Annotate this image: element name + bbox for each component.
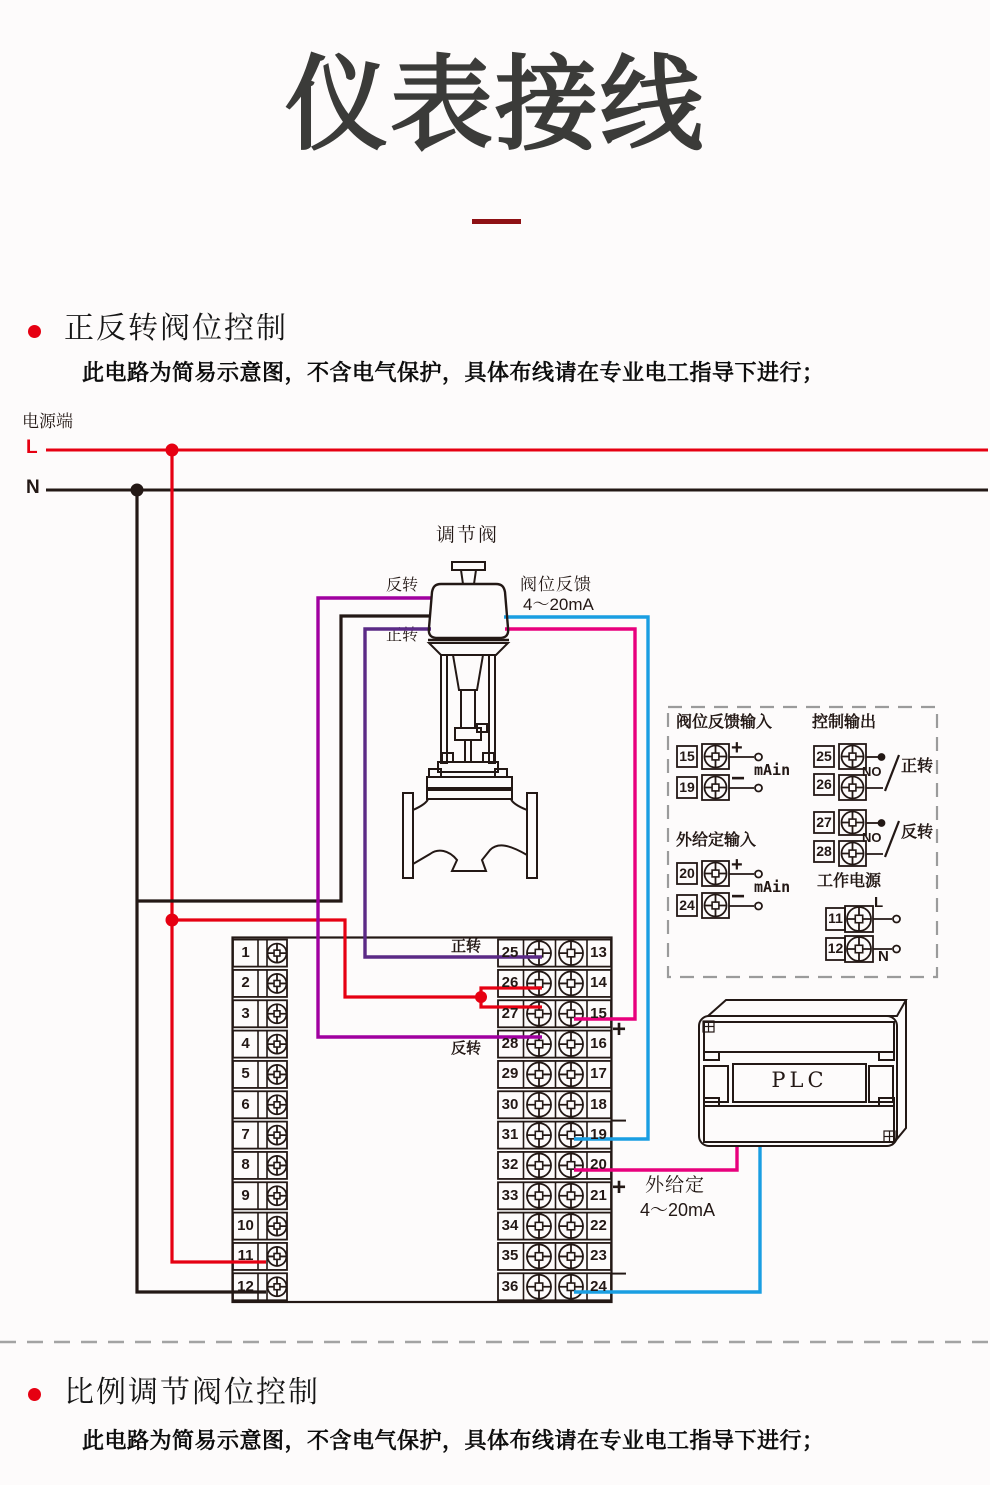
terminal-number: 18 <box>590 1095 607 1113</box>
feedback-label-line2: 4～20mA <box>523 595 594 614</box>
legend-supply-title: 工作电源 <box>817 873 882 890</box>
terminal-number: 3 <box>241 1004 250 1022</box>
terminal-number: 22 <box>590 1217 607 1235</box>
terminal-number: 10 <box>237 1217 254 1235</box>
legend-feedback-minus: − <box>731 765 746 792</box>
neutral-line-label: N <box>26 477 40 498</box>
terminal-number: 35 <box>501 1247 519 1265</box>
legend-no-label-1: NO <box>862 764 882 779</box>
plus-sign-t21: + <box>612 1174 627 1201</box>
feedback-label-line1: 阀位反馈 <box>520 575 592 594</box>
terminal-number: 9 <box>241 1186 250 1204</box>
legend-terminal-19: 19 <box>679 779 695 795</box>
legend-no-label-2: NO <box>862 830 882 845</box>
page-title: 仪表接线 <box>285 47 705 162</box>
black-valve-wire <box>137 616 431 901</box>
terminal-number: 2 <box>241 974 250 992</box>
plc-label: PLC <box>771 1068 828 1092</box>
junction-dot <box>166 914 179 927</box>
minus-sign-t19: − <box>611 1105 628 1136</box>
legend-supply-l: L <box>874 894 884 911</box>
legend-setpoint-minus: − <box>731 883 746 910</box>
terminal-number: 24 <box>590 1277 607 1295</box>
external-setpoint-range: 4～20mA <box>640 1200 716 1220</box>
valve-forward-label: 正转 <box>386 627 419 644</box>
legend-terminal-24: 24 <box>679 897 695 913</box>
terminal-number: 32 <box>501 1156 519 1174</box>
legend-terminal-27: 27 <box>816 814 832 830</box>
legend-terminal-15: 15 <box>679 748 695 764</box>
legend-terminal-12: 12 <box>827 940 844 956</box>
terminal-number: 23 <box>590 1247 607 1265</box>
terminal-number: 11 <box>237 1247 254 1265</box>
terminal-number: 28 <box>501 1035 519 1053</box>
legend-terminal-25: 25 <box>816 748 832 764</box>
legend-reverse-label: 反转 <box>901 824 934 841</box>
section2-note: 此电路为简易示意图，不含电气保护，具体布线请在专业电工指导下进行； <box>82 1428 825 1453</box>
terminal-number: 33 <box>501 1186 519 1204</box>
terminal-number: 13 <box>590 944 607 962</box>
power-terminal-label: 电源端 <box>22 412 73 431</box>
terminal-number: 8 <box>241 1156 250 1174</box>
section1-note: 此电路为简易示意图，不含电气保护，具体布线请在专业电工指导下进行； <box>82 360 825 385</box>
terminal-number: 6 <box>241 1095 250 1113</box>
terminal-number: 30 <box>501 1095 519 1113</box>
terminal-strip-outline <box>233 938 612 1303</box>
terminal-number: 5 <box>241 1065 250 1083</box>
terminal-number: 29 <box>501 1065 519 1083</box>
plc-drawing <box>699 1000 906 1146</box>
terminal-number: 31 <box>501 1126 519 1144</box>
legend-setpoint-unit: mAin <box>754 878 791 896</box>
strip-reverse-label: 反转 <box>451 1040 482 1057</box>
feedback-plus-wire <box>505 629 635 1022</box>
terminal-number: 21 <box>590 1186 607 1204</box>
minus-sign-t24: − <box>611 1258 628 1289</box>
terminal-number: 36 <box>501 1277 519 1295</box>
valve-title: 调节阀 <box>436 525 500 546</box>
legend-terminal-26: 26 <box>816 776 832 792</box>
terminal-number: 12 <box>237 1277 254 1295</box>
terminal-number: 1 <box>241 944 250 962</box>
legend-feedback-plus: + <box>731 737 743 759</box>
section1-heading: 正反转阀位控制 <box>64 312 288 345</box>
terminal-number: 26 <box>501 974 519 992</box>
forward-wire <box>365 629 542 957</box>
strip-forward-label: 正转 <box>451 938 482 955</box>
legend-setpoint-plus: + <box>731 854 743 876</box>
terminal-number: 4 <box>241 1035 250 1053</box>
legend-terminal-20: 20 <box>679 865 695 881</box>
reverse-wire <box>318 598 542 1037</box>
terminal-number: 34 <box>501 1217 519 1235</box>
terminal-number: 7 <box>241 1126 250 1144</box>
terminal-number: 27 <box>501 1004 519 1022</box>
legend-control-title: 控制输出 <box>812 714 877 731</box>
live-line-label: L <box>26 437 38 458</box>
legend-forward-label: 正转 <box>901 758 934 775</box>
valve-reverse-label: 反转 <box>386 577 419 594</box>
plus-sign-t15: + <box>612 1016 627 1043</box>
legend-feedback-title: 阀位反馈输入 <box>676 714 773 731</box>
terminal-number: 19 <box>590 1126 607 1144</box>
control-valve-drawing <box>403 562 537 878</box>
terminal-number: 16 <box>590 1035 607 1053</box>
legend-terminal-28: 28 <box>816 843 832 859</box>
legend-supply-n: N <box>878 948 889 965</box>
external-setpoint-label: 外给定 <box>645 1175 706 1196</box>
terminal-number: 15 <box>590 1004 607 1022</box>
section2-heading: 比例调节阀位控制 <box>64 1376 320 1409</box>
legend-terminal-11: 11 <box>828 910 843 926</box>
terminal-number: 20 <box>590 1156 607 1174</box>
junction-dot <box>475 991 487 1003</box>
terminal-number: 25 <box>501 944 519 962</box>
legend-feedback-unit: mAin <box>754 761 791 779</box>
terminal-number: 17 <box>590 1065 607 1083</box>
terminal-number: 14 <box>590 974 607 992</box>
legend-setpoint-title: 外给定输入 <box>676 832 757 849</box>
